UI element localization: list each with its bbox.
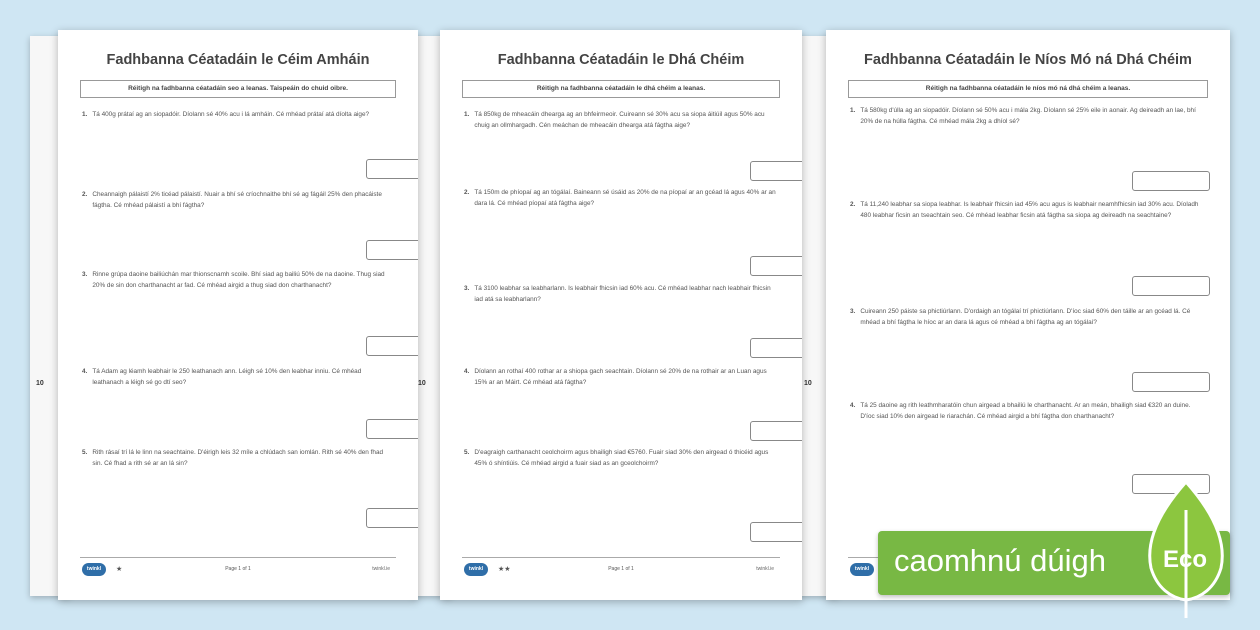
answer-box[interactable] bbox=[366, 508, 418, 528]
question-text: Tá 25 daoine ag rith leathmharatóin chun airgead a bhailiú le charthanacht. Ar an meán, bhailigh siad €320 an duine. D'íoc siad 10% den airgead le riarachán. Cé mhéad airgid a bhí fágtha don charthanacht? bbox=[860, 402, 1191, 420]
question-text: Rinne grúpa daoine bailiúchán mar thionscnamh scoile. Bhí siad ag bailiú 50% de na daoine. Thug siad 20% de sin don charthanacht ar fad. Cé mhéad airgid a thug siad don charthanacht? bbox=[92, 271, 385, 289]
question bbox=[82, 448, 394, 469]
question bbox=[464, 188, 778, 209]
answer-box[interactable] bbox=[1132, 276, 1210, 296]
question-text: Tá 3100 leabhar sa leabharlann. Is leabhair fhicsin iad 60% acu. Cé mhéad leabhar nach leabhair fhicsin iad atá sa leabharlann? bbox=[474, 285, 771, 303]
question-number: 3. bbox=[464, 285, 470, 292]
question bbox=[82, 190, 394, 211]
twinkl-logo: twinkl bbox=[464, 563, 488, 576]
question-text: D'eagraigh carthanacht ceolchoirm agus bhailigh siad €5760. Fuair siad 30% den airgead ó thicéid agus 45% ó shíntiúis. Cé mhéad airgid a fuair siad as an gceolchoirm? bbox=[474, 449, 769, 467]
question-text: Tá 11,240 leabhar sa siopa leabhar. Is leabhair fhicsin iad 45% acu agus is leabhair neamhfhicsin iad 30% acu. Díoladh 480 leabhar ficsin an tseachtain seo. Cé mhéad leabhar ficsin atá fágtha sa siopa ag deireadh na seachtaine? bbox=[860, 201, 1199, 219]
page-number: Page 1 of 1 bbox=[225, 566, 251, 572]
instructions-box: Réitigh na fadhbanna céatadáin seo a leanas. Taispeáin do chuid oibre. bbox=[80, 80, 396, 98]
question bbox=[82, 110, 394, 121]
twinkl-logo: twinkl bbox=[850, 563, 874, 576]
worksheet-title: Fadhbanna Céatadáin le Céim Amháin bbox=[106, 52, 370, 68]
answer-box[interactable] bbox=[750, 161, 802, 181]
footer-divider bbox=[462, 557, 780, 558]
question bbox=[850, 106, 1206, 127]
question-number: 2. bbox=[82, 191, 88, 198]
question-text: Tá 400g prátaí ag an siopadóir. Díolann sé 40% acu i lá amháin. Cé mhéad prátaí atá díolta aige? bbox=[92, 111, 370, 118]
answer-box[interactable] bbox=[1132, 171, 1210, 191]
question bbox=[464, 448, 778, 469]
side-number-left: 10 bbox=[36, 380, 44, 387]
side-number-mid: 10 bbox=[418, 380, 426, 387]
question-number: 4. bbox=[82, 368, 88, 375]
eco-badge: Eco bbox=[1162, 546, 1207, 573]
question bbox=[464, 110, 778, 131]
question-text: Tá 580kg d'úlla ag an siopadóir. Díolann sé 50% acu i mála 2kg. Díolann sé 25% eile in aonair. Ag deireadh an lae, bhí 20% de na húlla fágtha. Cé mhéad mála 2kg a dhíol sé? bbox=[860, 107, 1196, 125]
question-text: Cuireann 250 páiste sa phictiúrlann. D'ordaigh an tógálaí trí phictiúrlann. D'íoc siad 60% den táille ar an gcéad lá. Cé mhéad a bhí fágtha le híoc ar an dara lá agus cé mhéad a bhí fágtha ag an tógálaí? bbox=[860, 308, 1191, 326]
question-number: 5. bbox=[82, 449, 88, 456]
question-number: 5. bbox=[464, 449, 470, 456]
answer-box[interactable] bbox=[750, 338, 802, 358]
eco-banner-text: caomhnú dúigh bbox=[894, 543, 1106, 578]
question-text: Tá Adam ag léamh leabhair le 250 leathanach ann. Léigh sé 10% den leabhar inniu. Cé mhéad leathanach a léigh sé go dtí seo? bbox=[92, 368, 362, 386]
star-icon: ★★ bbox=[498, 566, 511, 573]
question-text: Tá 150m de phíopaí ag an tógálaí. Baineann sé úsáid as 20% de na píopaí ar an gcéad lá agus 40% ar an dara lá. Cé mhéad píopaí atá fágtha aige? bbox=[474, 189, 776, 207]
worksheet-two-step bbox=[440, 30, 802, 600]
question-number: 1. bbox=[850, 107, 856, 114]
question-text: Díolann an rothaí 400 rothar ar a shiopa gach seachtain. Díolann sé 20% de na rothair ar an Luan agus 15% ar an Máirt. Cé mhéad atá fágtha? bbox=[474, 368, 767, 386]
side-number-right: 10 bbox=[804, 380, 812, 387]
question bbox=[464, 367, 778, 388]
footer-divider bbox=[80, 557, 396, 558]
question-number: 1. bbox=[82, 111, 88, 118]
answer-box[interactable] bbox=[1132, 372, 1210, 392]
question-number: 4. bbox=[464, 368, 470, 375]
question-number: 3. bbox=[850, 308, 856, 315]
twinkl-logo: twinkl bbox=[82, 563, 106, 576]
question-number: 4. bbox=[850, 402, 856, 409]
star-icon: ★ bbox=[116, 566, 123, 573]
page-number: Page 1 of 1 bbox=[608, 566, 634, 572]
question bbox=[82, 367, 394, 388]
question-number: 3. bbox=[82, 271, 88, 278]
answer-box[interactable] bbox=[366, 336, 418, 356]
question-number: 2. bbox=[464, 189, 470, 196]
question bbox=[82, 270, 394, 291]
worksheet-one-step bbox=[58, 30, 418, 600]
question-text: Rith rásaí trí lá le linn na seachtaine. D'éirigh leis 32 míle a chlúdach san iomlán. Rith sé 40% den fhad sin. Cé fhad a rith sé ar an lá sin? bbox=[92, 449, 384, 467]
question-number: 1. bbox=[464, 111, 470, 118]
footer-site: twinkl.ie bbox=[372, 566, 390, 572]
instructions-box: Réitigh na fadhbanna céatadáin le níos mó ná dhá chéim a leanas. bbox=[848, 80, 1208, 98]
answer-box[interactable] bbox=[750, 256, 802, 276]
question-text: Cheannaigh pálaistí 2% ticéad pálaistí. Nuair a bhí sé críochnaithe bhí sé ag fágáil 25% den phacáiste fágtha. Cé mhéad pálaistí a bhí fágtha? bbox=[92, 191, 382, 209]
answer-box[interactable] bbox=[750, 421, 802, 441]
answer-box[interactable] bbox=[366, 240, 418, 260]
question-number: 2. bbox=[850, 201, 856, 208]
worksheet-title: Fadhbanna Céatadáin le Níos Mó ná Dhá Chéim bbox=[864, 52, 1192, 68]
question bbox=[850, 307, 1206, 328]
question bbox=[850, 401, 1206, 422]
answer-box[interactable] bbox=[366, 159, 418, 179]
answer-box[interactable] bbox=[366, 419, 418, 439]
footer-site: twinkl.ie bbox=[756, 566, 774, 572]
answer-box[interactable] bbox=[750, 522, 802, 542]
question bbox=[464, 284, 778, 305]
instructions-box: Réitigh na fadhbanna céatadáin le dhá chéim a leanas. bbox=[462, 80, 780, 98]
question bbox=[850, 200, 1206, 221]
question-text: Tá 850kg de mheacáin dhearga ag an bhfeirmeoir. Cuireann sé 30% acu sa siopa áitiúil agus 50% acu chuig an ollmhargadh. Cén meáchan de mheacáin dhearga atá fágtha aige? bbox=[474, 111, 765, 129]
worksheet-title: Fadhbanna Céatadáin le Dhá Chéim bbox=[497, 52, 745, 68]
